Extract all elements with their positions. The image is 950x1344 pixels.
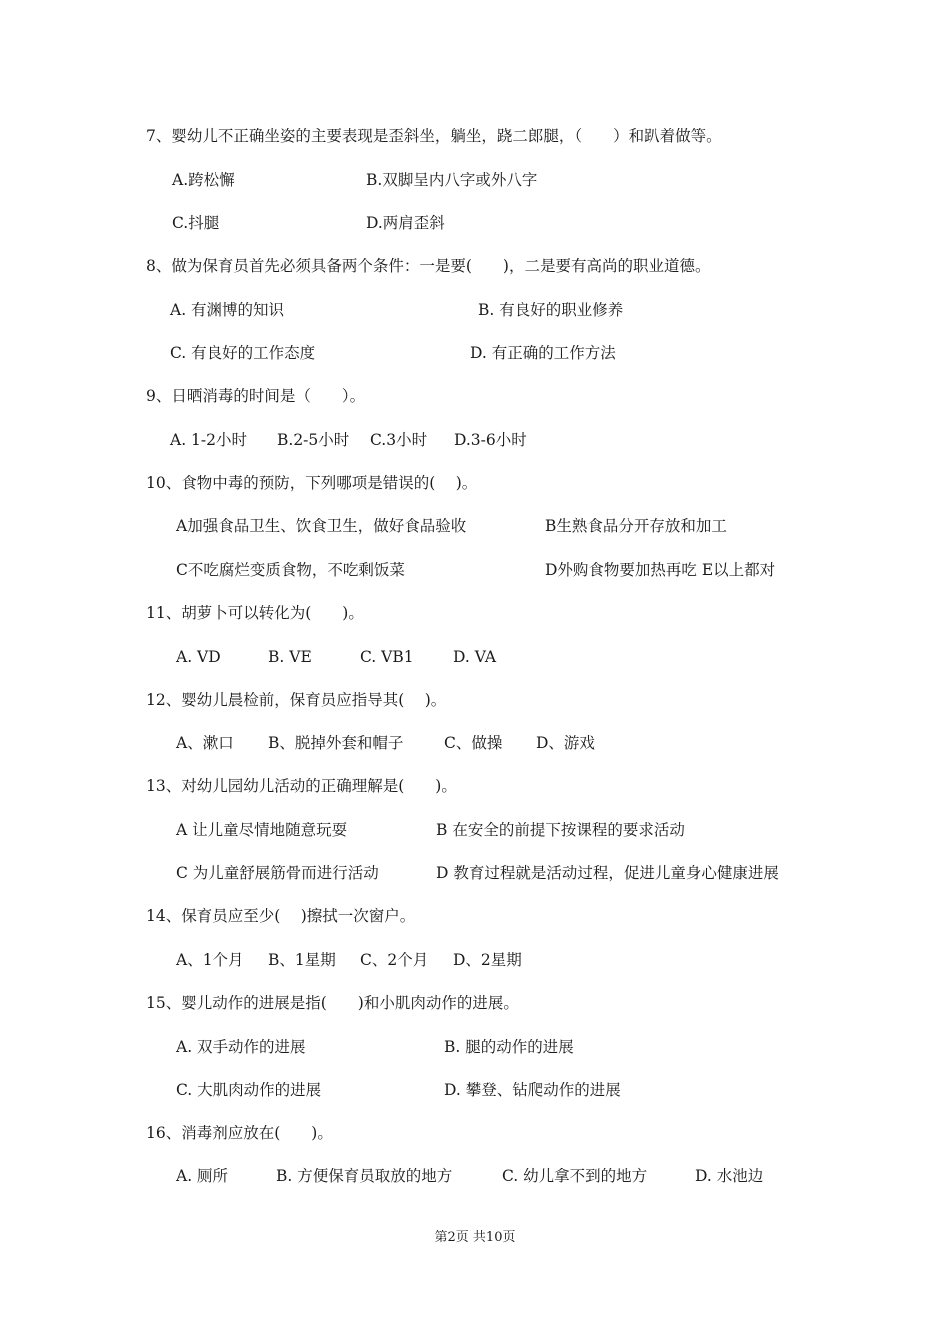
question-16-stem: 16、消毒剂应放在( )。 bbox=[146, 1124, 333, 1142]
question-8-option-b: B. 有良好的职业修养 bbox=[478, 301, 624, 319]
question-12-option-b: B、脱掉外套和帽子 bbox=[268, 734, 404, 752]
question-14-option-d: D、2星期 bbox=[453, 951, 522, 969]
question-16-option-c: C. 幼儿拿不到的地方 bbox=[502, 1167, 648, 1185]
question-9-option-c: C.3小时 bbox=[370, 431, 428, 449]
question-11-option-d: D. VA bbox=[453, 648, 497, 666]
question-7-stem: 7、婴幼儿不正确坐姿的主要表现是歪斜坐，躺坐，跷二郎腿，（ ）和趴着做等。 bbox=[146, 127, 722, 145]
question-13-option-c: C 为儿童舒展筋骨而进行活动 bbox=[176, 864, 379, 882]
question-13-option-a: A 让儿童尽情地随意玩耍 bbox=[176, 821, 348, 839]
question-11-option-b: B. VE bbox=[268, 648, 312, 666]
question-11-option-c: C. VB1 bbox=[360, 648, 414, 666]
question-7-option-c: C.抖腿 bbox=[172, 214, 220, 232]
question-7-option-a: A.跨松懈 bbox=[172, 171, 235, 189]
question-15-option-c: C. 大肌肉动作的进展 bbox=[176, 1081, 322, 1099]
question-16-option-a: A. 厕所 bbox=[176, 1167, 229, 1185]
question-13-option-d: D 教育过程就是活动过程，促进儿童身心健康进展 bbox=[436, 864, 779, 882]
question-8-option-d: D. 有正确的工作方法 bbox=[470, 344, 616, 362]
question-12-option-c: C、做操 bbox=[444, 734, 503, 752]
question-10-option-d: D外购食物要加热再吃 E以上都对 bbox=[545, 561, 776, 579]
question-15-stem: 15、婴儿动作的进展是指( )和小肌肉动作的进展。 bbox=[146, 994, 519, 1012]
question-12-option-d: D、游戏 bbox=[536, 734, 595, 752]
question-16-option-b: B. 方便保育员取放的地方 bbox=[276, 1167, 453, 1185]
question-7-option-d: D.两肩歪斜 bbox=[366, 214, 445, 232]
question-13-stem: 13、对幼儿园幼儿活动的正确理解是( )。 bbox=[146, 777, 457, 795]
question-10-stem: 10、食物中毒的预防，下列哪项是错误的( )。 bbox=[146, 474, 478, 492]
question-15-option-a: A. 双手动作的进展 bbox=[176, 1038, 306, 1056]
question-14-stem: 14、保育员应至少( )擦拭一次窗户。 bbox=[146, 907, 416, 925]
question-11-option-a: A. VD bbox=[176, 648, 221, 666]
question-9-stem: 9、日晒消毒的时间是（ ）。 bbox=[146, 387, 366, 405]
question-9-option-a: A. 1-2小时 bbox=[170, 431, 248, 449]
question-10-option-b: B生熟食品分开存放和加工 bbox=[545, 517, 727, 535]
question-8-option-a: A. 有渊博的知识 bbox=[170, 301, 285, 319]
question-15-option-d: D. 攀登、钻爬动作的进展 bbox=[444, 1081, 621, 1099]
question-13-option-b: B 在安全的前提下按课程的要求活动 bbox=[436, 821, 685, 839]
question-7-option-b: B.双脚呈内八字或外八字 bbox=[366, 171, 538, 189]
question-12-stem: 12、婴幼儿晨检前，保育员应指导其( )。 bbox=[146, 691, 447, 709]
question-12-option-a: A、漱口 bbox=[176, 734, 234, 752]
question-9-option-d: D.3-6小时 bbox=[454, 431, 527, 449]
page-footer: 第2页 共10页 bbox=[434, 1230, 516, 1245]
question-14-option-a: A、1个月 bbox=[176, 951, 244, 969]
question-11-stem: 11、胡萝卜可以转化为( )。 bbox=[146, 604, 364, 622]
question-15-option-b: B. 腿的动作的进展 bbox=[444, 1038, 574, 1056]
question-9-option-b: B.2-5小时 bbox=[277, 431, 350, 449]
question-10-option-c: C不吃腐烂变质食物，不吃剩饭菜 bbox=[176, 561, 405, 579]
question-8-stem: 8、做为保育员首先必须具备两个条件：一是要( )，二是要有高尚的职业道德。 bbox=[146, 257, 711, 275]
question-10-option-a: A加强食品卫生、饮食卫生，做好食品验收 bbox=[176, 517, 467, 535]
question-14-option-c: C、2个月 bbox=[360, 951, 429, 969]
question-8-option-c: C. 有良好的工作态度 bbox=[170, 344, 316, 362]
question-16-option-d: D. 水池边 bbox=[695, 1167, 764, 1185]
question-14-option-b: B、1星期 bbox=[268, 951, 336, 969]
